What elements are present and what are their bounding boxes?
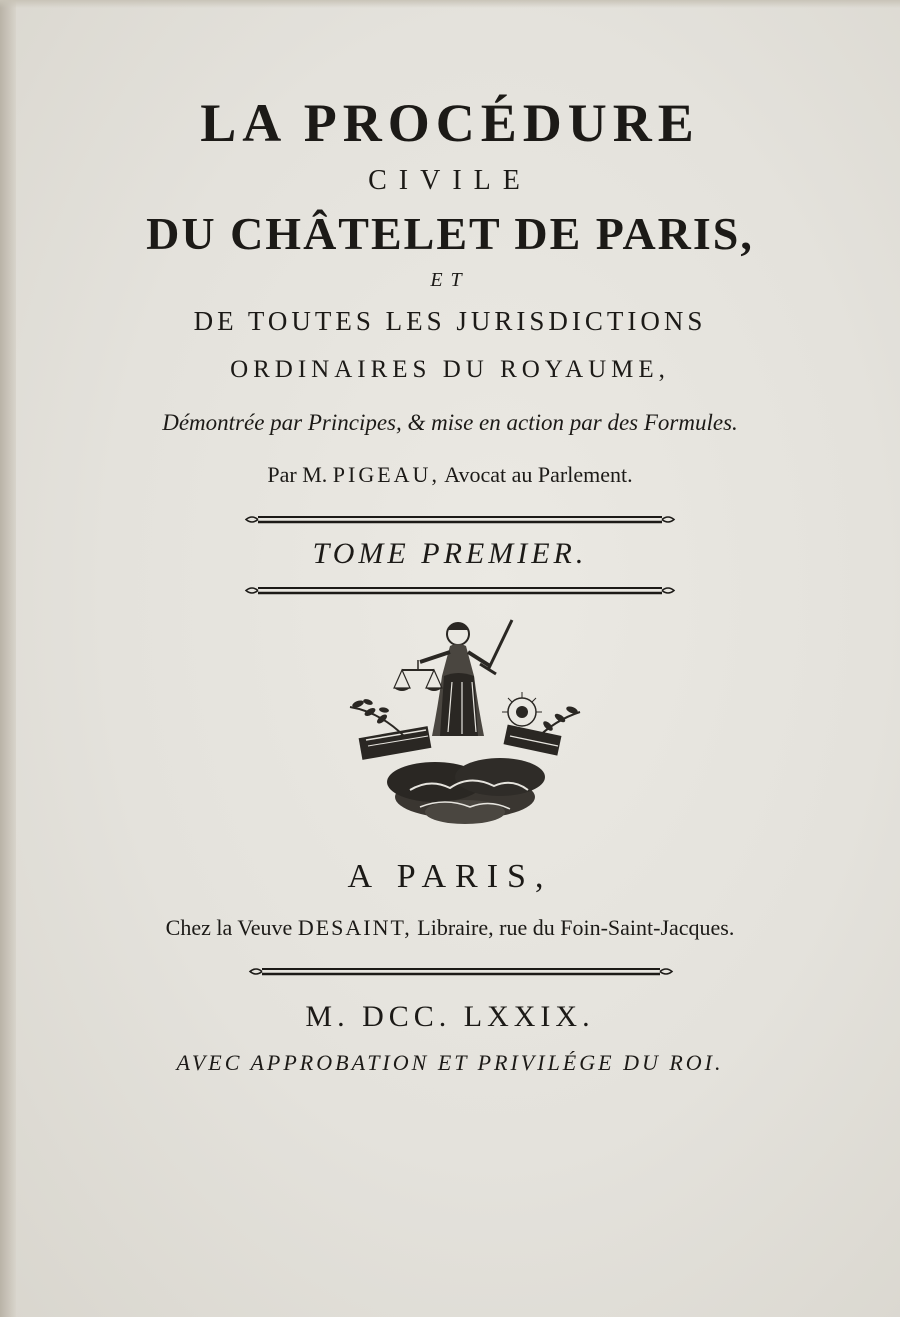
imprint-prefix: Chez la Veuve xyxy=(165,915,293,940)
ornamental-rule-icon xyxy=(0,583,900,599)
author-name: PIGEAU, xyxy=(332,462,440,487)
author-suffix: Avocat au Parlement. xyxy=(444,462,633,487)
page-left-edge xyxy=(0,0,16,1317)
ornamental-rule-icon xyxy=(0,964,900,980)
page-top-edge xyxy=(0,0,900,8)
imprint-publisher: DESAINT, xyxy=(297,915,412,940)
author-prefix: Par M. xyxy=(267,462,328,487)
ornamental-rule-icon xyxy=(0,512,900,528)
subtitle: Démontrée par Principes, & mise en action par des Formules. xyxy=(162,410,738,435)
justice-vignette-icon xyxy=(340,612,590,834)
imprint-suffix: Libraire, rue du Foin-Saint-Jacques. xyxy=(417,915,735,940)
imprint-city: A PARIS, xyxy=(347,858,553,895)
title-conjunction: ET xyxy=(430,269,470,291)
title-line-3: DU CHÂTELET DE PARIS, xyxy=(146,208,754,259)
title-line-4: DE TOUTES LES JURISDICTIONS xyxy=(193,306,707,336)
royal-privilege: AVEC APPROBATION ET PRIVILÉGE DU ROI. xyxy=(176,1050,724,1075)
title-line-1: LA PROCÉDURE xyxy=(200,93,700,153)
title-line-5: ORDINAIRES DU ROYAUME, xyxy=(230,356,670,383)
publication-year: M. DCC. LXXIX. xyxy=(305,1000,595,1033)
title-line-2: CIVILE xyxy=(368,165,532,196)
author-line xyxy=(0,462,900,488)
imprint-line xyxy=(0,915,900,941)
volume-label: TOME PREMIER. xyxy=(312,537,588,570)
